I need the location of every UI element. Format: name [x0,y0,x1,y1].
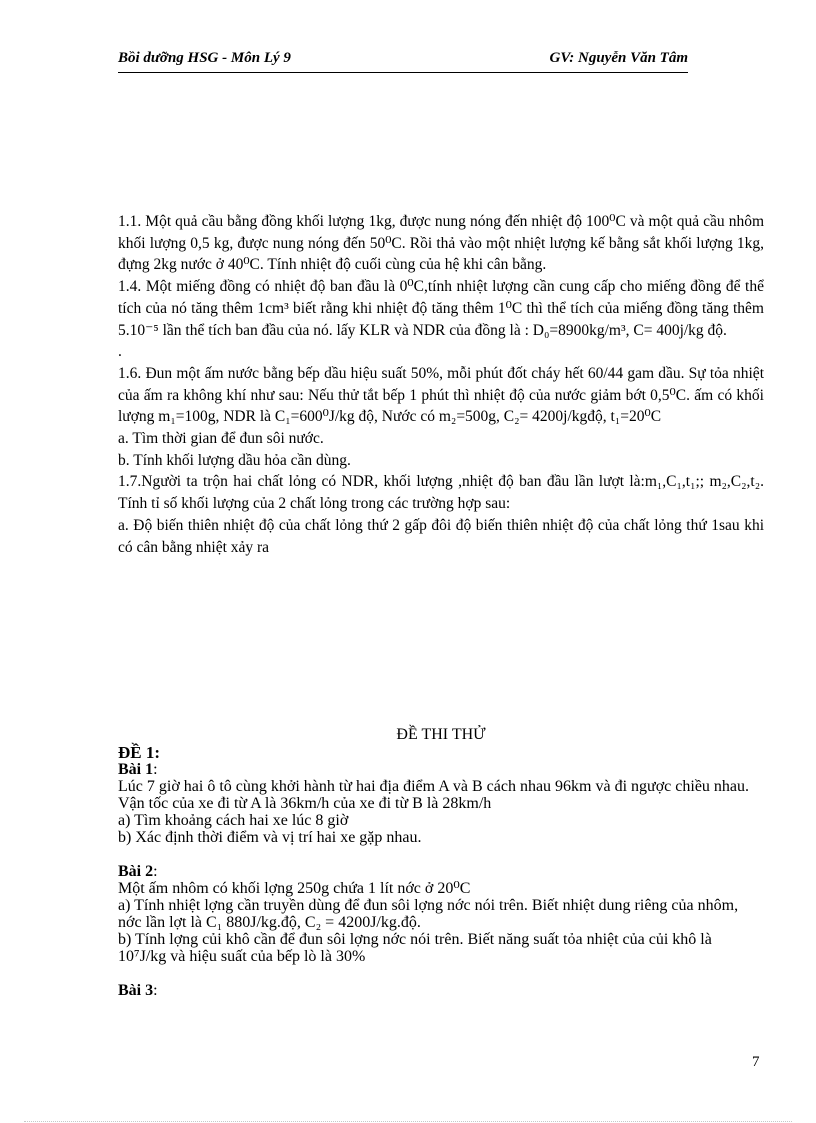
exercise-1-6-b: b. Tính khối lượng dầu hỏa cần dùng. [118,451,351,469]
bai-1-text: Lúc 7 giờ hai ô tô cùng khởi hành từ hai địa điểm A và B cách nhau 96km và đi ngược chiều nhau. Vận tốc của xe đi từ A là 36km/h của xe đi từ B là 28km/h [118,778,750,812]
header-rule [118,72,688,73]
bai-1-label: Bài 1 [118,761,154,778]
page-number: 7 [752,1054,760,1070]
exercise-section [118,211,764,558]
exam-title: ĐỀ THI THỬ [396,726,486,743]
stray-dot: . [118,343,122,361]
exercise-1-6-a: a. Tìm thời gian để đun sôi nước. [118,430,324,448]
bai-2-colon: : [153,863,158,880]
header-left: Bồi dưỡng HSG - Môn Lý 9 [118,50,291,66]
exam-section [118,744,764,999]
bai-1-colon: : [153,761,158,778]
exercise-1-1: 1.1. Một quả cầu bằng đồng khối lượng 1kg, được nung nóng đến nhiệt độ 100⁰C và một quả cầu nhôm khối lượng 0,5 kg, được nung nóng đến 50⁰C. Rồi thả vào một nhiệt lượng kế bằng sắt khối lượng 1kg, đựng 2kg nước ở 40⁰C. Tính nhiệt độ cuối cùng của hệ khi cân bằng. [118,213,764,274]
exercise-1-7-a: a. Độ biến thiên nhiệt độ của chất lỏng thứ 2 gấp đôi độ biến thiên nhiệt độ của chất lỏng thứ 1sau khi có cân bằng nhiệt xảy ra [118,516,764,556]
bai-2-b: b) Tính lợng củi khô cần để đun sôi lợng nớc nói trên. Biết năng suất tỏa nhiệt của củi khô là 10⁷J/kg và hiệu suất của bếp lò là 30% [118,931,712,965]
bai-3-colon: : [153,982,158,999]
bai-3-label: Bài 3 [118,982,154,999]
page-bottom-rule [24,1121,792,1122]
header-right: GV: Nguyễn Văn Tâm [549,50,688,66]
exercise-1-4: 1.4. Một miếng đồng có nhiệt độ ban đầu là 0⁰C,tính nhiệt lượng cần cung cấp cho miếng đồng để thể tích của nó tăng thêm 1cm³ biết rằng khi nhiệt độ tăng thêm 1⁰C thì thể tích của miếng đồng tăng thêm 5.10⁻⁵ lần thể tích ban đầu của nó. lấy KLR và NDR của đồng là : D₀=8900kg/m³, C= 400j/kg độ. [118,278,764,339]
page-header [118,50,688,70]
bai-2-text: Một ấm nhôm có khối lợng 250g chứa 1 lít nớc ở 20⁰C [118,880,471,897]
exam-number: ĐỀ 1: [118,743,161,762]
bai-1-b: b) Xác định thời điểm và vị trí hai xe gặp nhau. [118,829,422,846]
bai-1-a: a) Tìm khoảng cách hai xe lúc 8 giờ [118,812,349,829]
bai-2-label: Bài 2 [118,863,154,880]
bai-2-a: a) Tính nhiệt lợng cần truyền dùng để đun sôi lợng nớc nói trên. Biết nhiệt dung riêng của nhôm, nớc lần lợt là C₁ 880J/kg.độ, C₂ = 4200J/kg.độ. [118,897,739,931]
exercise-1-7: 1.7.Người ta trộn hai chất lỏng có NDR, khối lượng ,nhiệt độ ban đầu lần lượt là:m₁,C₁,t₁;; m₂,C₂,t₂. Tính tỉ số khối lượng của 2 chất lỏng trong các trường hợp sau: [118,473,764,513]
exercise-1-6: 1.6. Đun một ấm nước bằng bếp dầu hiệu suất 50%, mỗi phút đốt cháy hết 60/44 gam dầu. Sự tỏa nhiệt của ấm ra không khí như sau: Nếu thử tắt bếp 1 phút thì nhiệt độ của nước giảm bớt 0,5⁰C. ấm có khối lượng m₁=100g, NDR là C₁=600⁰J/kg độ, Nước có m₂=500g, C₂= 4200j/kgđộ, t₁=20⁰C [118,364,764,426]
